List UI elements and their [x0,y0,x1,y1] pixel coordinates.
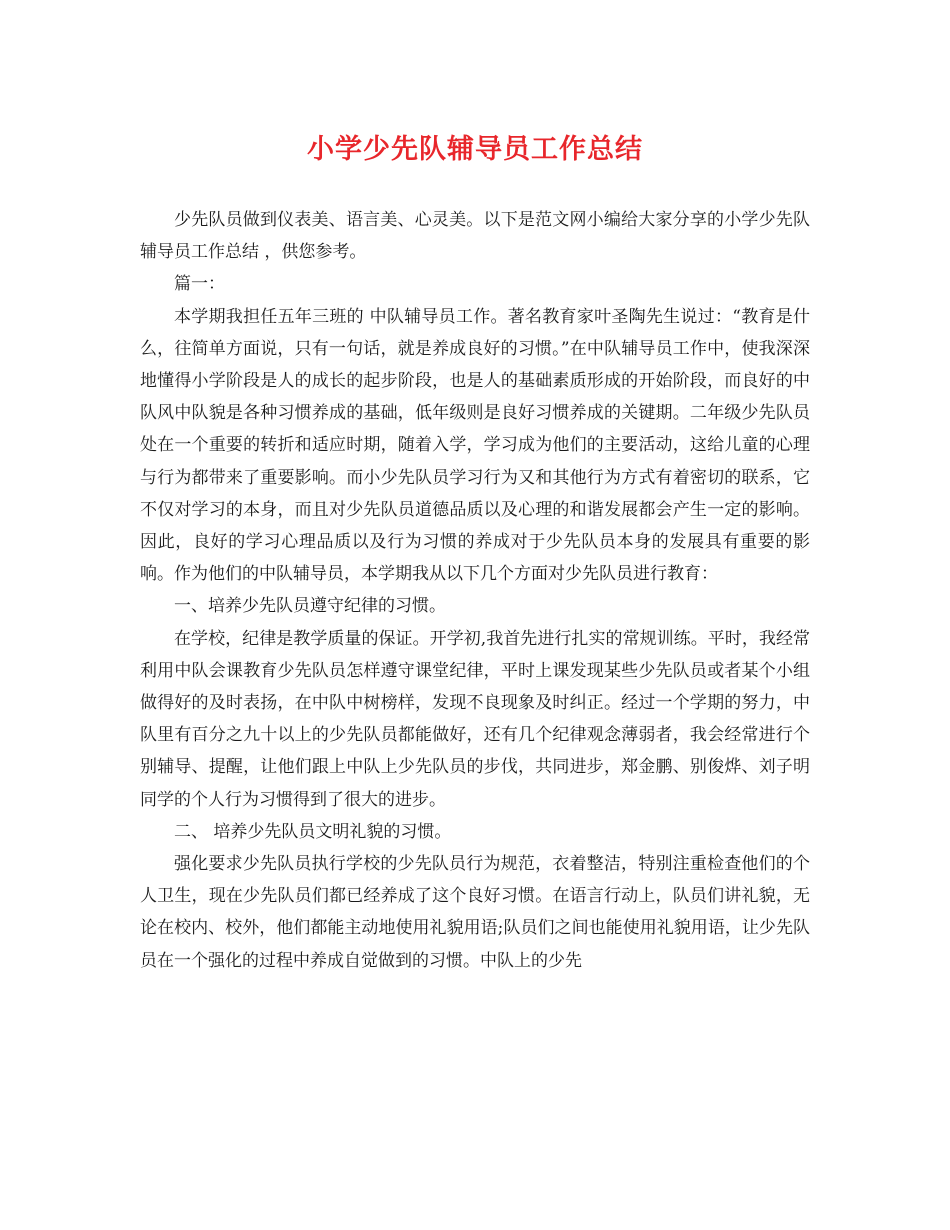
heading-courtesy: 二、 培养少先队员文明礼貌的习惯。 [174,821,452,842]
paragraph-section-label: 篇一： [174,274,225,295]
paragraph-discipline: 在学校，纪律是教学质量的保证。开学初,我首先进行扎实的常规训练。平时，我经常利用中队会课教育少先队员怎样遵守课堂纪律，平时上课发现某些少先队员或者某个小组做得好的及时表扬，在中队中树榜样，发现不良现象及时纠正。经过一个学期的努力，中队里有百分之九十以上的少先队员都能做好，还有几个纪律观念薄弱者，我会经常进行个别辅导、提醒，让他们跟上中队上少先队员的步伐，共同进步，郑金鹏、别俊烨、刘子明同学的个人行为习惯得到了很大的进步。 [140,628,810,810]
paragraph-intro: 少先队员做到仪表美、语言美、心灵美。以下是范文网小编给大家分享的小学少先队辅导员工作总结 ，供您参考。 [140,210,810,263]
document-title: 小学少先队辅导员工作总结 [307,134,643,165]
paragraph-courtesy: 强化要求少先队员执行学校的少先队员行为规范，衣着整洁，特别注重检查他们的个人卫生，现在少先队员们都已经养成了这个良好习惯。在语言行动上，队员们讲礼貌，无论在校内、校外，他们都能主动地使用礼貌用语;队员们之间也能使用礼貌用语，让少先队员在一个强化的过程中养成自觉做到的习惯。中队上的少先 [140,854,810,971]
document-body [140,204,810,977]
heading-discipline: 一、培养少先队员遵守纪律的习惯。 [174,596,446,617]
paragraph-overview: 本学期我担任五年三班的 中队辅导员工作。著名教育家叶圣陶先生说过：“教育是什么，往简单方面说，只有一句话，就是养成良好的习惯。”在中队辅导员工作中，使我深深地懂得小学阶段是人的成长的起步阶段，也是人的基础素质形成的开始阶段，而良好的中队风中队貌是各种习惯养成的基础，低年级则是良好习惯养成的关键期。二年级少先队员处在一个重要的转折和适应时期，随着入学，学习成为他们的主要活动，这给儿童的心理与行为都带来了重要影响。而小少先队员学习行为又和其他行为方式有着密切的联系，它不仅对学习的本身，而且对少先队员道德品质以及心理的和谐发展都会产生一定的影响。因此，良好的学习心理品质以及行为习惯的养成对于少先队员本身的发展具有重要的影响。作为他们的中队辅导员，本学期我从以下几个方面对少先队员进行教育： [140,306,810,585]
